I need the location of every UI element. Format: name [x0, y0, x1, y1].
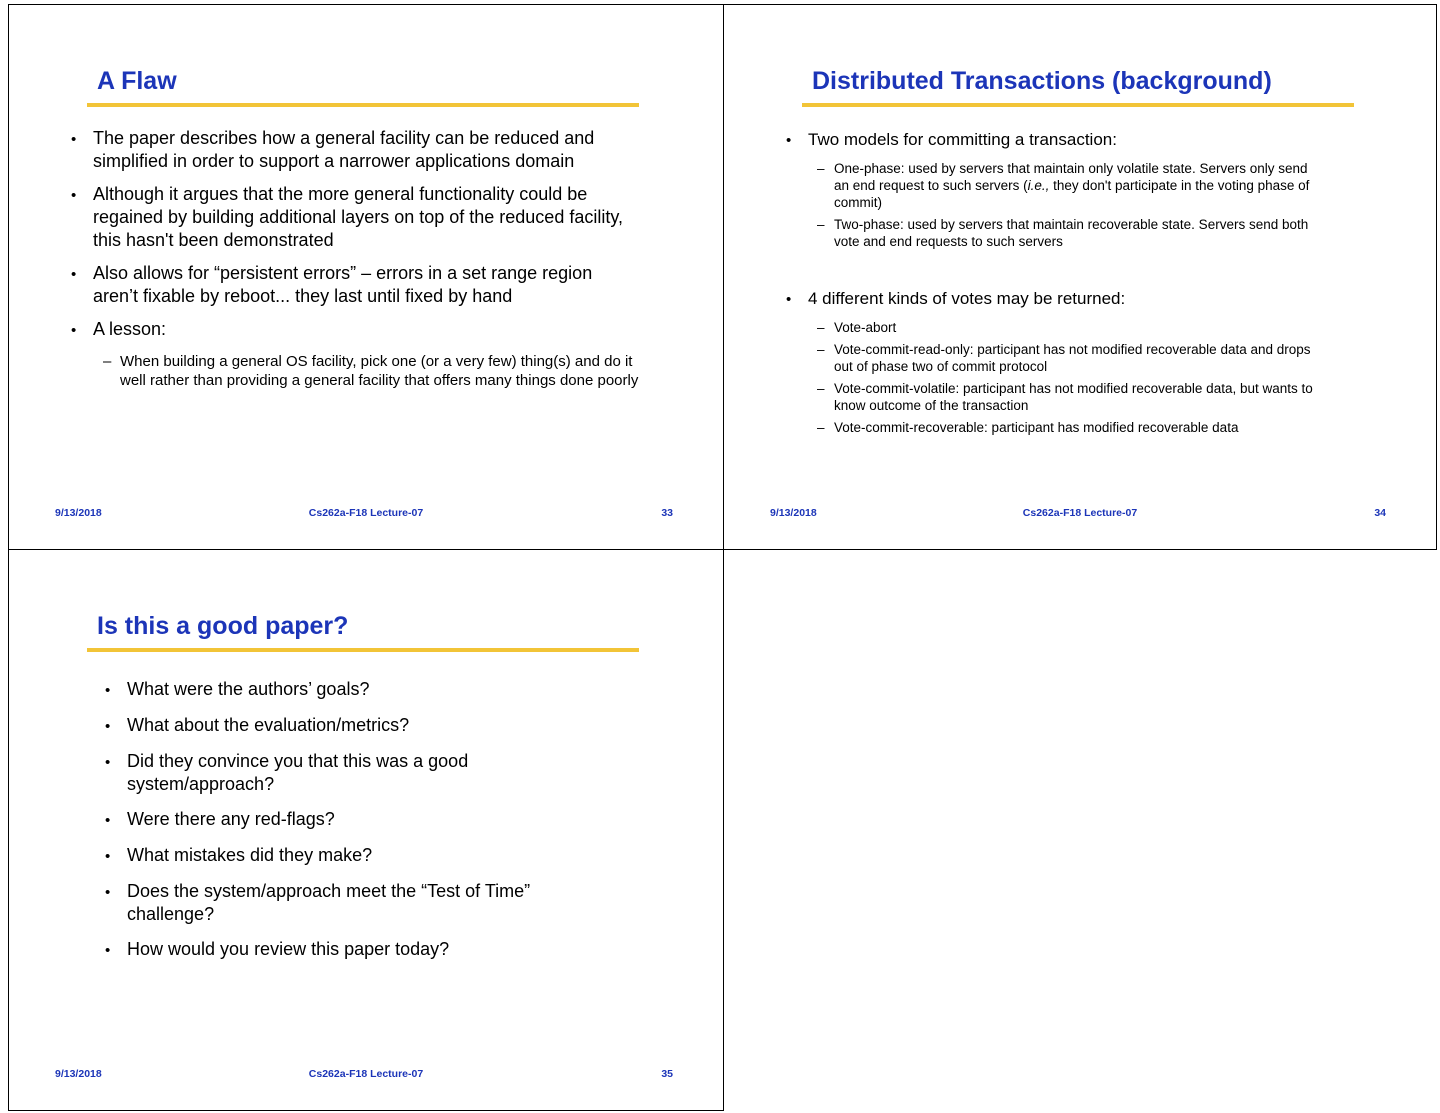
bullet-text: The paper describes how a general facility can be reduced and simplified in order to support a narrower applications domain	[93, 128, 595, 171]
bullet-marker: •	[786, 132, 792, 149]
sub-bullet-item	[817, 380, 1396, 414]
bullet-text: What about the evaluation/metrics?	[127, 715, 410, 735]
bullet-text: Two models for committing a transaction:	[808, 130, 1117, 149]
slide-35	[8, 549, 724, 1111]
footer-date: 9/13/2018	[55, 507, 102, 519]
bullet-item	[105, 750, 677, 796]
slide-title: A Flaw	[97, 67, 177, 95]
slide-content	[9, 550, 723, 1110]
bullet-text: One-phase: used by servers that maintain only volatile state. Servers only send an end request to such servers (i.e., they don't participate in the voting phase of commit)	[834, 161, 1310, 210]
dash-marker: –	[103, 353, 112, 370]
bullet-marker: •	[105, 718, 111, 735]
bullet-item	[786, 129, 1396, 152]
sub-bullet-item	[817, 341, 1396, 375]
bullet-marker: •	[105, 812, 111, 829]
dash-marker: –	[817, 420, 825, 435]
sub-bullet-item	[817, 319, 1396, 336]
bullet-marker: •	[105, 884, 111, 901]
slide-footer	[9, 507, 723, 519]
footer-page-number: 35	[661, 1068, 673, 1080]
bullet-list	[9, 652, 723, 962]
slide-title: Distributed Transactions (background)	[812, 67, 1272, 95]
footer-course: Cs262a-F18 Lecture-07	[308, 1068, 424, 1080]
slide-34	[723, 4, 1437, 550]
bullet-marker: •	[71, 187, 77, 204]
sub-bullet-item	[817, 160, 1396, 211]
bullet-text: Vote-commit-recoverable: participant has modified recoverable data	[834, 420, 1239, 435]
title-block	[9, 5, 723, 107]
bullet-marker: •	[71, 322, 77, 339]
bullet-item	[71, 262, 677, 308]
bullet-item	[105, 808, 677, 832]
bullet-item	[71, 183, 677, 252]
footer-page-number: 34	[1374, 507, 1386, 519]
bullet-text: Two-phase: used by servers that maintain recoverable state. Servers send both vote and end requests to such servers	[834, 217, 1309, 249]
dash-marker: –	[817, 161, 825, 176]
bullet-marker: •	[105, 754, 111, 771]
bullet-text: When building a general OS facility, pick one (or a very few) thing(s) and do it well rather than providing a general facility that offers many things done poorly	[120, 353, 639, 389]
bullet-text: How would you review this paper today?	[127, 939, 450, 959]
bullet-text: 4 different kinds of votes may be returned:	[808, 289, 1126, 308]
slide-footer	[724, 507, 1436, 519]
bullet-text: Vote-abort	[834, 320, 897, 335]
slide-footer	[9, 1068, 723, 1080]
footer-course: Cs262a-F18 Lecture-07	[308, 507, 424, 519]
bullet-text: What were the authors’ goals?	[127, 679, 370, 699]
bullet-text: Although it argues that the more general functionality could be regained by building additional layers on top of the reduced facility, this hasn't been demonstrated	[93, 184, 624, 250]
bullet-text: Vote-commit-read-only: participant has not modified recoverable data and drops out of phase two of commit protocol	[834, 342, 1311, 374]
slide-content	[9, 5, 723, 549]
title-block	[724, 5, 1436, 107]
dash-marker: –	[817, 320, 825, 335]
slide-title: Is this a good paper?	[97, 612, 349, 640]
slide-content	[724, 5, 1436, 549]
dash-marker: –	[817, 342, 825, 357]
footer-page-number: 33	[661, 507, 673, 519]
bullet-text: Did they convince you that this was a good system/approach?	[127, 751, 469, 794]
bullet-item	[786, 288, 1396, 311]
bullet-item	[71, 318, 677, 342]
bullet-text: Does the system/approach meet the “Test of Time” challenge?	[127, 881, 531, 924]
bullet-list	[724, 107, 1436, 436]
slide-33	[8, 4, 724, 550]
sub-bullet-item	[817, 419, 1396, 436]
bullet-text: A lesson:	[93, 319, 167, 339]
bullet-text: Vote-commit-volatile: participant has not modified recoverable data, but wants to know outcome of the transaction	[834, 381, 1313, 413]
dash-marker: –	[817, 217, 825, 232]
bullet-marker: •	[105, 942, 111, 959]
bullet-marker: •	[105, 848, 111, 865]
bullet-marker: •	[71, 266, 77, 283]
title-block	[9, 550, 723, 652]
footer-course: Cs262a-F18 Lecture-07	[1022, 507, 1138, 519]
bullet-text: What mistakes did they make?	[127, 845, 373, 865]
bullet-text: Also allows for “persistent errors” – errors in a set range region aren’t fixable by reboot... they last until fixed by hand	[93, 263, 593, 306]
bullet-list	[9, 107, 723, 390]
dash-marker: –	[817, 381, 825, 396]
bullet-item	[71, 127, 677, 173]
footer-date: 9/13/2018	[55, 1068, 102, 1080]
bullet-marker: •	[786, 291, 792, 308]
bullet-marker: •	[71, 131, 77, 148]
bullet-item	[105, 678, 677, 702]
bullet-text: Were there any red-flags?	[127, 809, 335, 829]
bullet-item	[105, 938, 677, 962]
footer-date: 9/13/2018	[770, 507, 817, 519]
sub-bullet-item	[103, 352, 677, 390]
bullet-marker: •	[105, 682, 111, 699]
bullet-item	[105, 714, 677, 738]
bullet-item	[105, 880, 677, 926]
bullet-item	[105, 844, 677, 868]
sub-bullet-item	[817, 216, 1396, 250]
